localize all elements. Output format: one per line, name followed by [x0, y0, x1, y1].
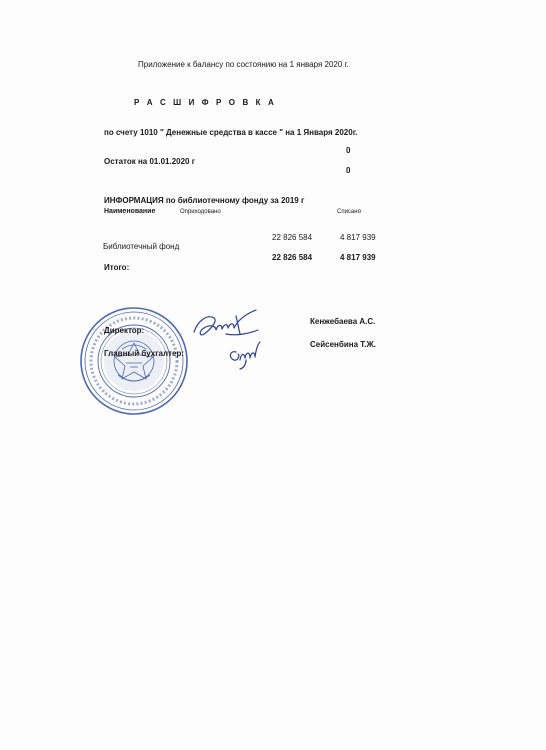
column-header-name: Наименование — [104, 208, 156, 215]
round-seal-stamp — [78, 305, 190, 417]
balance-value-1: 0 — [346, 146, 351, 155]
balance-value-2: 0 — [346, 166, 351, 175]
row-written-off-value: 4 817 939 — [340, 233, 376, 242]
total-written-off-value: 4 817 939 — [340, 253, 376, 262]
column-header-received: Оприходовано — [180, 209, 221, 215]
chief-accountant-label: Главный бухгалтер: — [104, 349, 185, 358]
total-received-value: 22 826 584 — [272, 253, 313, 262]
appendix-note: Приложение к балансу по состоянию на 1 января 2020 г. — [138, 60, 349, 69]
column-header-written-off: Списано — [337, 209, 361, 215]
row-name: Библиотечный фонд — [103, 242, 180, 251]
total-label: Итого: — [104, 263, 130, 272]
director-name: Кенжебаева А.С. — [310, 317, 376, 326]
chief-accountant-name: Сейсенбина Т.Ж. — [310, 340, 376, 349]
chief-accountant-signature — [224, 338, 264, 372]
info-heading: ИНФОРМАЦИЯ по библиотечному фонду за 2019 г — [104, 196, 305, 205]
document-title: Р А С Ш И Ф Р О В К А — [134, 98, 277, 107]
row-received-value: 22 826 584 — [272, 233, 313, 242]
account-line: по счету 1010 " Денежные средства в кассе " на 1 Января 2020г. — [104, 128, 358, 137]
director-label: Директор: — [104, 326, 145, 335]
balance-label: Остаток на 01.01.2020 г — [104, 157, 196, 166]
